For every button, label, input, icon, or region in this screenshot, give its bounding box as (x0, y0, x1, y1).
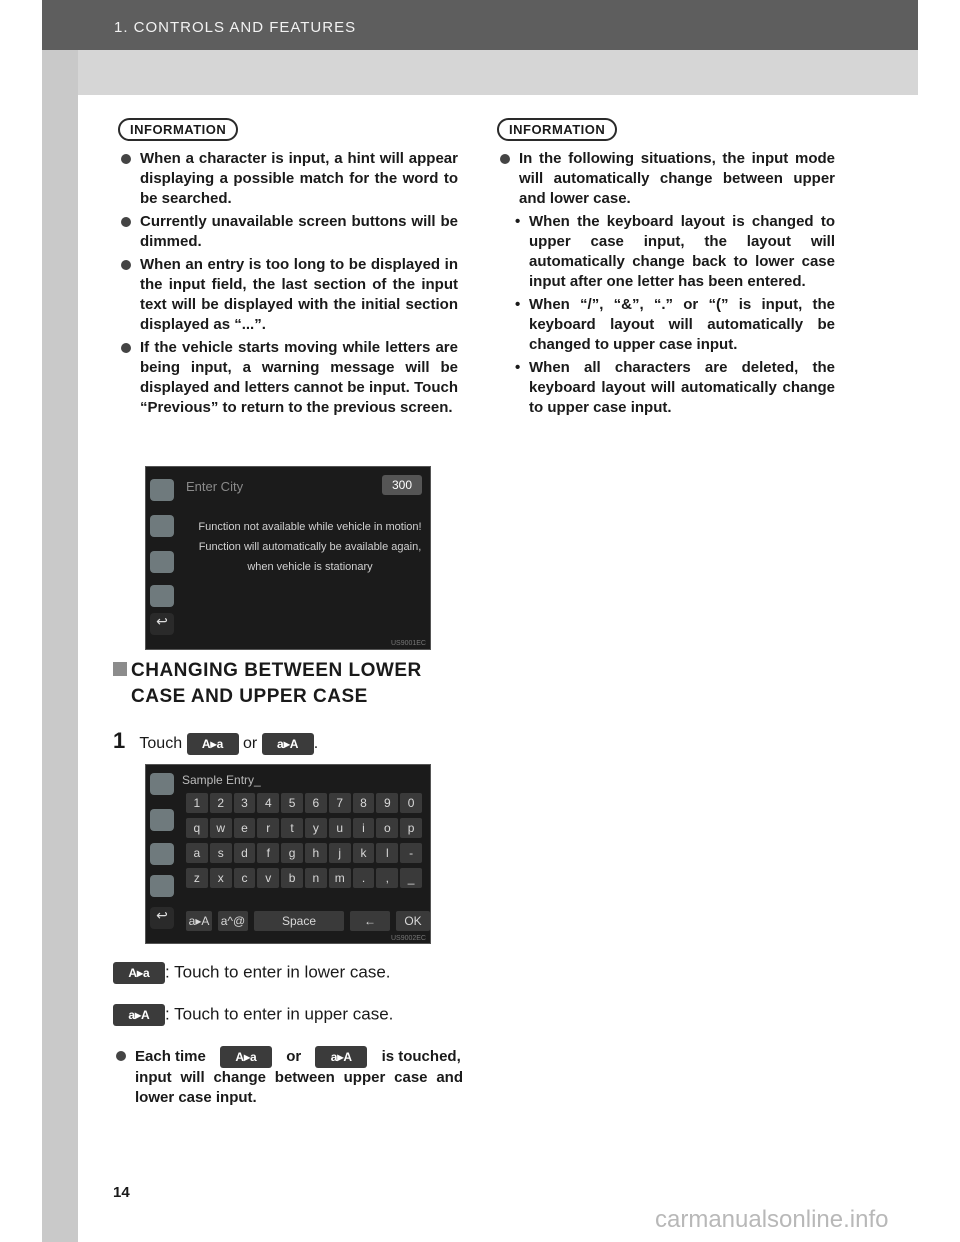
information-badge: INFORMATION (497, 118, 617, 141)
bottom-key: a^@ (218, 911, 248, 931)
image-code: US9002EC (390, 935, 426, 942)
back-icon: ↩ (150, 907, 174, 929)
step-or-text: or (243, 735, 258, 752)
info-item: When an entry is too long to be displayed in the input field, the last section of the input text will be displayed with the initial section displayed as “...”. (118, 255, 458, 335)
info-intro: In the following situations, the input mode will automatically change between upper and lower case. (497, 149, 835, 209)
phone-icon (150, 551, 174, 573)
left-column (118, 118, 458, 421)
settings-icon (150, 875, 174, 897)
map-icon (150, 773, 174, 795)
left-margin-bar (42, 50, 78, 1242)
left-info-list (118, 149, 458, 418)
key: d (234, 843, 256, 863)
key: i (353, 818, 375, 838)
heading-line-1: CHANGING BETWEEN LOWER (131, 660, 422, 681)
step-1: 1 Touch A▸a or a▸A . (113, 728, 319, 753)
info-item: Currently unavailable screen buttons will be dimmed. (118, 212, 458, 252)
step-touch-text: Touch (139, 735, 183, 752)
info-subitem: • When “/”, “&”, “.” or “(” is input, the keyboard layout will automatically be changed to upper case input. (497, 295, 835, 355)
key: x (210, 868, 232, 888)
back-icon: ↩ (150, 613, 174, 635)
key: 3 (234, 793, 256, 813)
key: e (234, 818, 256, 838)
info-item: If the vehicle starts moving while letters are being input, a warning message will be displayed and letters cannot be input. Touch “Previous” to return to the previous screen. (118, 338, 458, 418)
header-bar (42, 0, 918, 50)
phone-icon (150, 843, 174, 865)
key: w (210, 818, 232, 838)
key: f (257, 843, 279, 863)
page-number: 14 (113, 1184, 130, 1201)
key: _ (400, 868, 422, 888)
lower-case-text: : Touch to enter in lower case. (165, 962, 391, 982)
upper-case-button-image: a▸A (315, 1046, 367, 1068)
heading-line-2: CASE AND UPPER CASE (131, 686, 368, 707)
lower-case-button-image: A▸a (113, 962, 165, 984)
step-number: 1 (113, 728, 126, 753)
bottom-key: ← (350, 911, 390, 931)
key: , (376, 868, 398, 888)
destination-icon (150, 809, 174, 831)
screen-title: Enter City (186, 479, 244, 494)
upper-case-text: : Touch to enter in upper case. (165, 1004, 394, 1024)
bottom-key: a▸A (186, 911, 212, 931)
lower-case-button-image: A▸a (187, 733, 239, 755)
key: v (257, 868, 279, 888)
heading-square (113, 662, 127, 676)
upper-case-button-image: a▸A (113, 1004, 165, 1026)
key: c (234, 868, 256, 888)
key: 4 (257, 793, 279, 813)
upper-case-button-image: a▸A (262, 733, 314, 755)
image-code: US9001EC (390, 640, 426, 647)
each-time-note: Each time A▸a or a▸A is touched, input will change between upper case and lower case input. (113, 1046, 463, 1111)
key: j (329, 843, 351, 863)
bottom-key: OK (396, 911, 430, 931)
key: - (400, 843, 422, 863)
section-heading (113, 660, 463, 708)
watermark: carmanualsonline.info (655, 1206, 889, 1233)
key: 8 (353, 793, 375, 813)
key: l (376, 843, 398, 863)
key: p (400, 818, 422, 838)
key: 9 (376, 793, 398, 813)
keyboard-screenshot (145, 764, 431, 944)
motion-warning-message: Function not available while vehicle in motion! Function will automatically be available again, when vehicle is stationary (198, 521, 422, 573)
key: s (210, 843, 232, 863)
info-item: When a character is input, a hint will appear displaying a possible match for the word to be searched. (118, 149, 458, 209)
key: a (186, 843, 208, 863)
right-column (497, 118, 835, 421)
bottom-key: Space (254, 911, 344, 931)
lower-case-description (113, 962, 391, 984)
key: u (329, 818, 351, 838)
key: m (329, 868, 351, 888)
key: 7 (329, 793, 351, 813)
key: 1 (186, 793, 208, 813)
key: 6 (305, 793, 327, 813)
info-subitem: • When all characters are deleted, the keyboard layout will automatically change to upper case input. (497, 358, 835, 418)
counter-badge (382, 475, 422, 495)
chapter-title: 1. CONTROLS AND FEATURES (114, 19, 357, 36)
key: g (281, 843, 303, 863)
key: 2 (210, 793, 232, 813)
key: n (305, 868, 327, 888)
upper-case-description (113, 1004, 393, 1026)
key: h (305, 843, 327, 863)
header-strip (42, 50, 918, 95)
information-badge: INFORMATION (118, 118, 238, 141)
key: . (353, 868, 375, 888)
settings-icon (150, 585, 174, 607)
key: r (257, 818, 279, 838)
lower-case-button-image: A▸a (220, 1046, 272, 1068)
counter-value: 300 (391, 478, 413, 492)
map-icon (150, 479, 174, 501)
key: q (186, 818, 208, 838)
warning-screenshot (145, 466, 431, 650)
input-field: Sample Entry_ (182, 773, 261, 787)
key: o (376, 818, 398, 838)
info-subitem: • When the keyboard layout is changed to upper case input, the layout will automatically change back to lower case input after one letter has been entered. (497, 212, 835, 292)
key: t (281, 818, 303, 838)
key: z (186, 868, 208, 888)
key: 5 (281, 793, 303, 813)
key: y (305, 818, 327, 838)
key: b (281, 868, 303, 888)
destination-icon (150, 515, 174, 537)
key: 0 (400, 793, 422, 813)
key: k (353, 843, 375, 863)
